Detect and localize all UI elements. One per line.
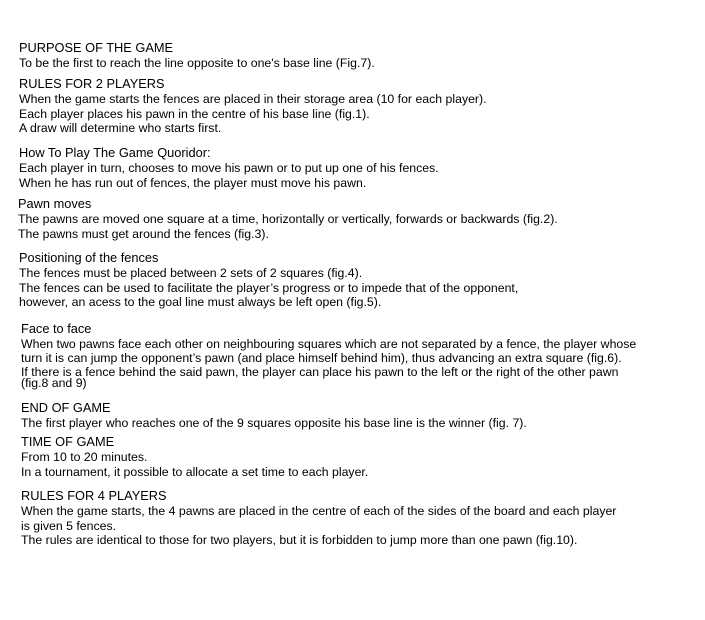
section-heading-pawn-moves: Pawn moves — [18, 196, 92, 211]
text-line: The first player who reaches one of the 9 squares opposite his base line is the winner (fig. 7). — [21, 416, 527, 430]
section-heading-time-of-game: TIME OF GAME — [21, 434, 115, 449]
section-heading-purpose: PURPOSE OF THE GAME — [19, 40, 174, 55]
text-line: When two pawns face each other on neighbouring squares which are not separated by a fence, the player whose — [21, 337, 637, 351]
text-line: (fig.8 and 9) — [21, 376, 87, 390]
text-line: however, an acess to the goal line must always be left open (fig.5). — [19, 295, 382, 309]
text-line: The fences must be placed between 2 sets of 2 squares (fig.4). — [19, 266, 363, 280]
text-line: If there is a fence behind the said pawn, the player can place his pawn to the left or the right of the other pawn — [21, 365, 619, 379]
text-line: From 10 to 20 minutes. — [21, 450, 148, 464]
text-line: The pawns must get around the fences (fig.3). — [18, 227, 269, 241]
text-line: Each player in turn, chooses to move his pawn or to put up one of his fences. — [19, 161, 439, 175]
text-line: In a tournament, it possible to allocate a set time to each player. — [21, 465, 369, 479]
section-heading-positioning-fences: Positioning of the fences — [19, 250, 159, 265]
text-line: The rules are identical to those for two players, but it is forbidden to jump more than one pawn (fig.10). — [21, 533, 578, 547]
text-line: When the game starts, the 4 pawns are placed in the centre of each of the sides of the board and each player — [21, 504, 617, 518]
text-line: turn it is can jump the opponent’s pawn (and place himself behind him), thus advancing an extra square (fig.6). — [21, 351, 622, 365]
text-line: When the game starts the fences are placed in their storage area (10 for each player). — [19, 92, 487, 106]
section-heading-rules-4-players: RULES FOR 4 PLAYERS — [21, 488, 167, 503]
text-line: The pawns are moved one square at a time, horizontally or vertically, forwards or backwards (fig.2). — [18, 212, 558, 226]
text-line: A draw will determine who starts first. — [19, 121, 222, 135]
section-heading-how-to-play: How To Play The Game Quoridor: — [19, 145, 211, 160]
section-heading-rules-2-players: RULES FOR 2 PLAYERS — [19, 76, 165, 91]
section-heading-end-of-game: END OF GAME — [21, 400, 111, 415]
text-line: To be the first to reach the line opposite to one's base line (Fig.7). — [19, 56, 375, 70]
text-line: is given 5 fences. — [21, 519, 117, 533]
text-line: When he has run out of fences, the player must move his pawn. — [19, 176, 367, 190]
text-line: The fences can be used to facilitate the player’s progress or to impede that of the opponent, — [19, 281, 519, 295]
text-line: Each player places his pawn in the centre of his base line (fig.1). — [19, 107, 370, 121]
section-heading-face-to-face: Face to face — [21, 321, 92, 336]
